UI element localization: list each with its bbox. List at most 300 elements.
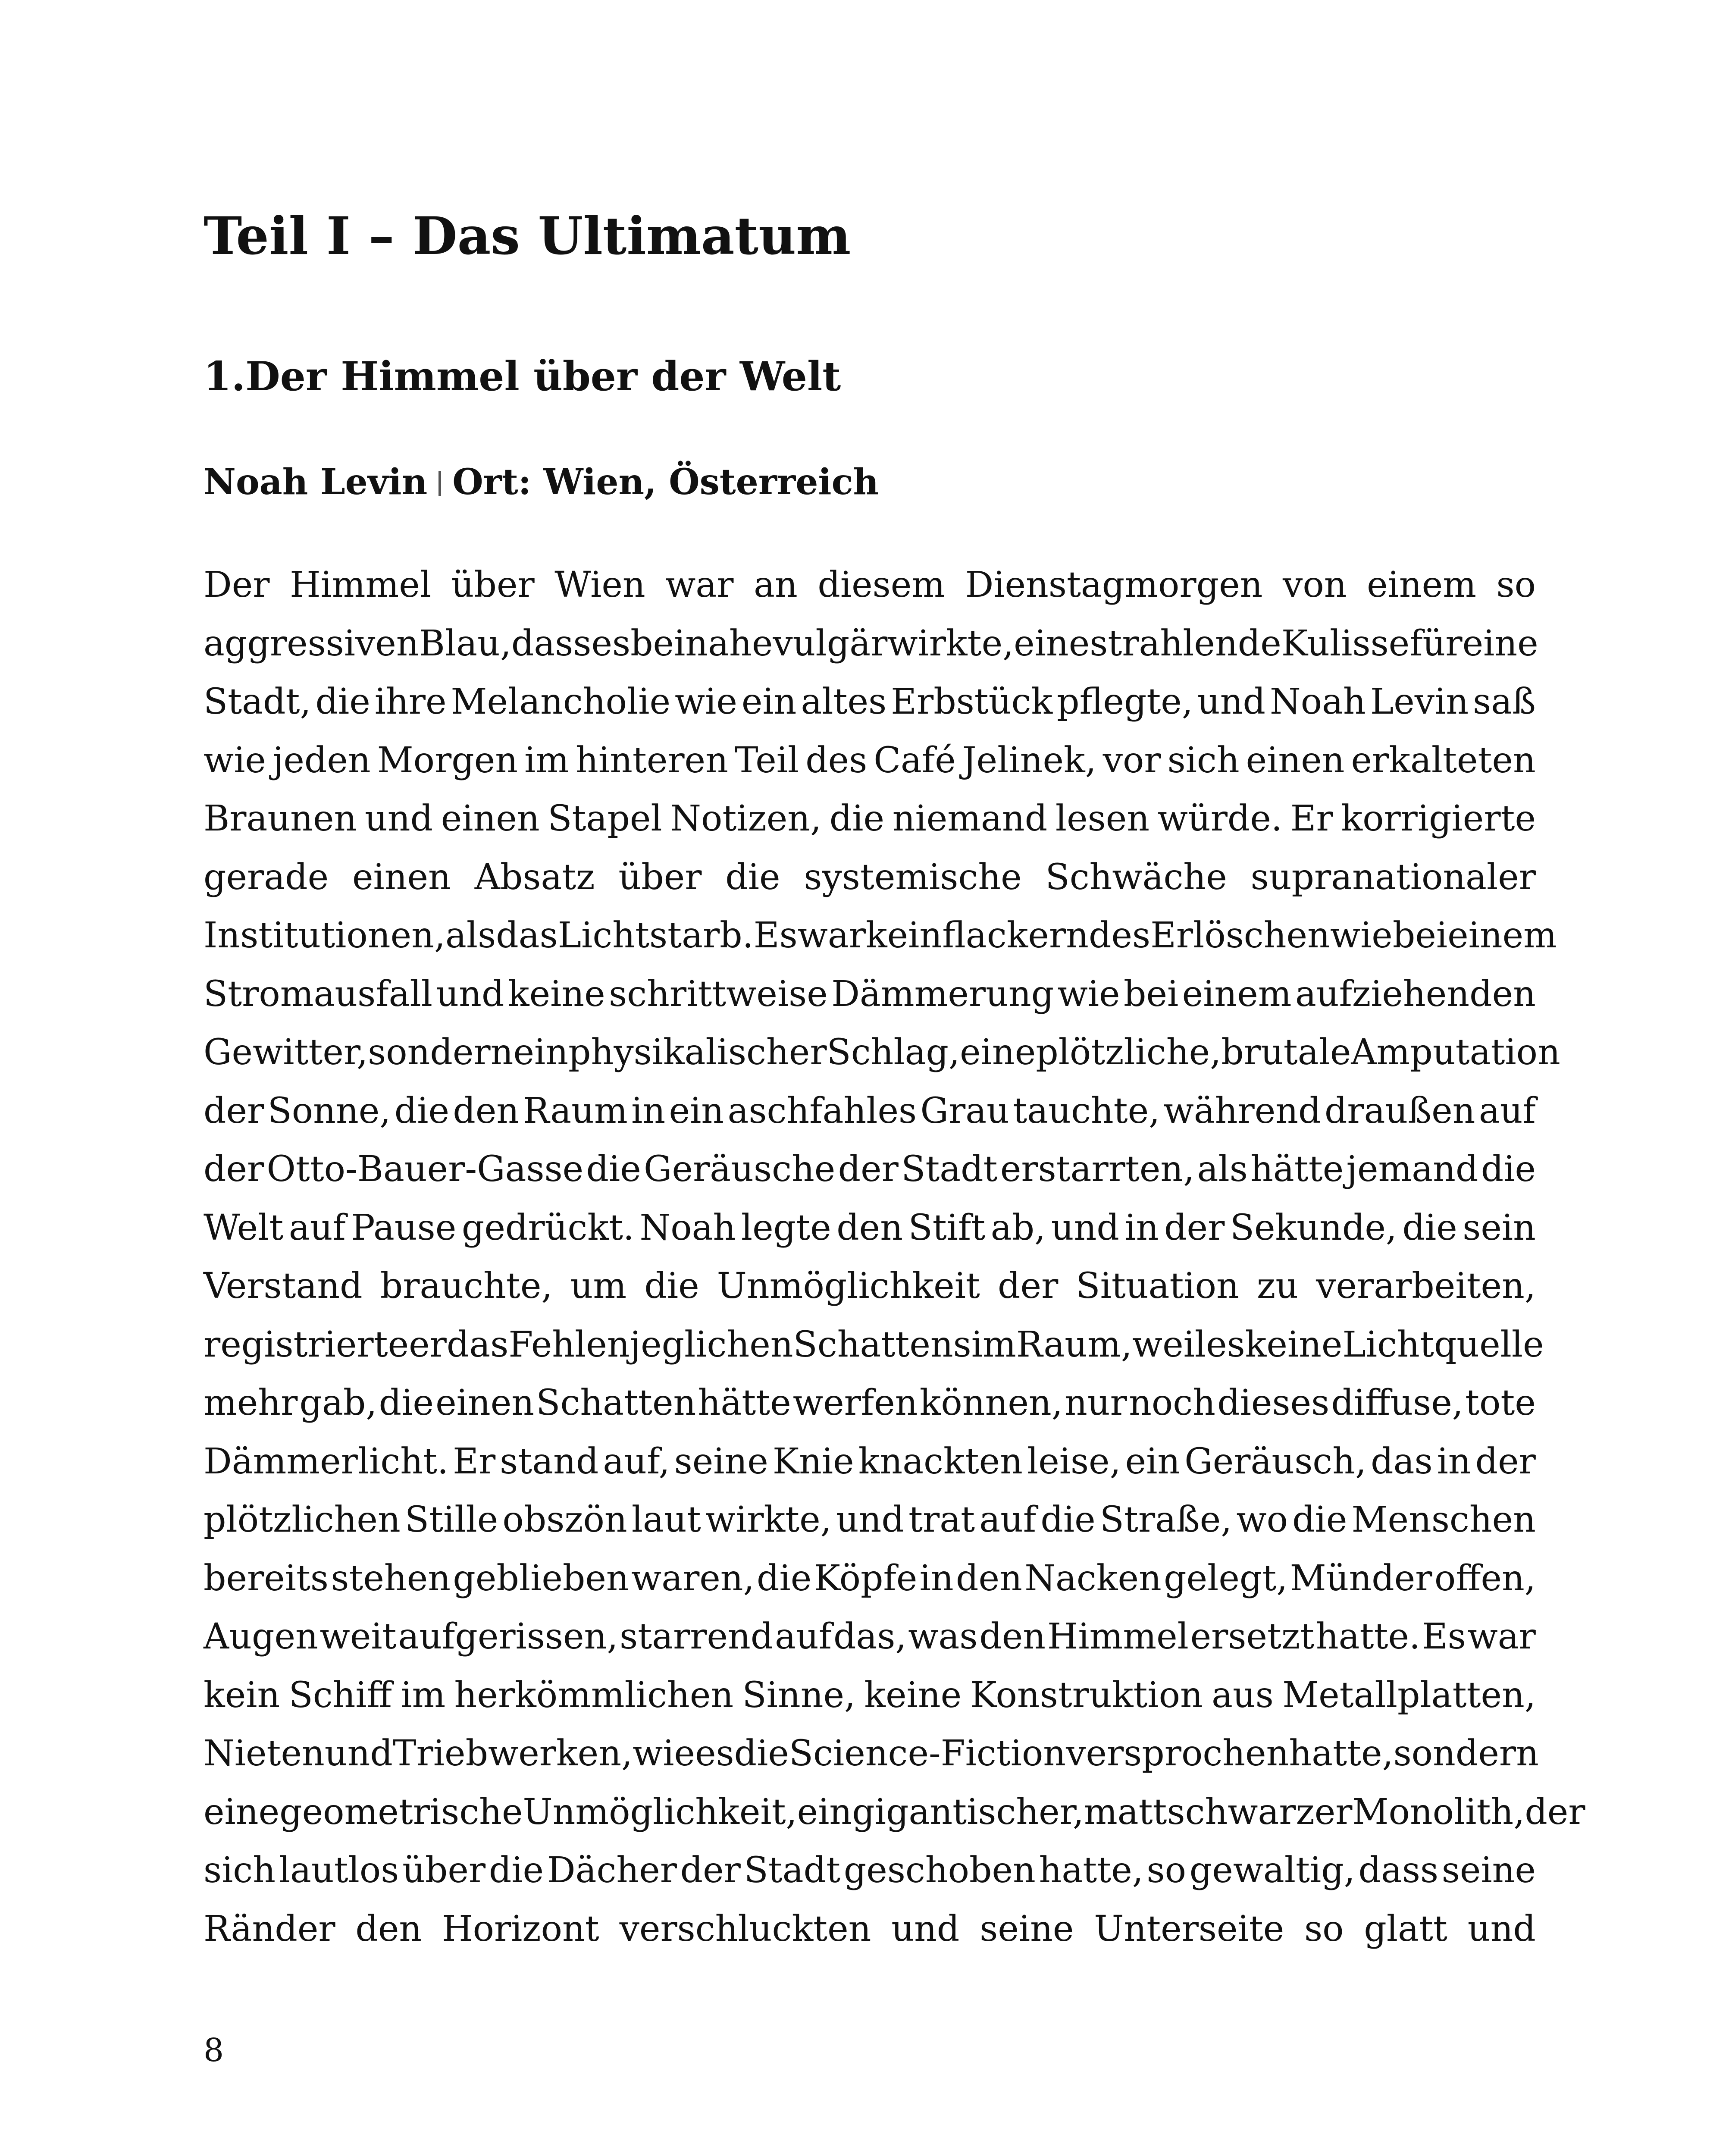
word: der [1475,1441,1536,1482]
word: die [315,681,370,722]
word: Es [753,915,798,956]
word: die [586,1149,641,1190]
word: nur [1065,1382,1127,1423]
text-line [204,906,1557,965]
pov-location: Ort: Wien, Österreich [452,461,879,503]
word: die [734,1733,789,1774]
word: das [446,1324,509,1365]
word: korrigierte [1341,798,1536,839]
word: ein [513,1032,569,1073]
word: wie [1330,915,1393,956]
word: Stift [908,1207,986,1248]
word: einem [1182,973,1292,1015]
word: eine [1014,623,1090,664]
word: bereits [204,1557,329,1599]
word: Absatz [474,856,595,898]
word: einen [435,1382,535,1423]
word: erstarrten, [1000,1149,1195,1190]
body-paragraph [204,556,1585,1958]
word: gewaltig, [1189,1850,1355,1891]
word: bei [1392,915,1448,956]
text-line [204,1549,1536,1608]
word: wie [633,1733,695,1774]
text-line [204,790,1536,848]
text-line [204,1082,1536,1141]
word: die [1402,1207,1457,1248]
word: und [1197,681,1266,722]
word: Dienstagmorgen [965,564,1263,605]
word: war [1467,1616,1536,1657]
word: geometrische [279,1791,523,1833]
word: über [618,856,702,898]
text-line [204,556,1536,614]
word: leise, [1027,1441,1121,1482]
word: sondern [1393,1733,1539,1774]
word: in [631,1090,666,1131]
word: waren, [631,1557,755,1599]
word: obszön [502,1499,627,1540]
word: Sekunde, [1230,1207,1397,1248]
word: plötzlichen [204,1499,401,1540]
text-line [204,965,1536,1024]
word: beinahe [630,623,773,664]
word: Stadt, [204,681,311,722]
word: Geräusch, [1184,1441,1367,1482]
word: Verstand [204,1266,363,1307]
word: für [1409,623,1463,664]
word: Otto-Bauer-Gasse [266,1149,584,1190]
word: mehr [204,1382,298,1423]
word: Er [453,1441,496,1482]
word: altes [801,681,887,722]
word: ein [741,681,797,722]
word: Kulisse [1281,623,1410,664]
word: systemische [804,856,1022,898]
word: jemand [1346,1149,1478,1190]
word: Dächer [547,1850,677,1891]
word: Raum [523,1090,628,1131]
word: Stadt [901,1149,998,1190]
word: es [695,1733,734,1774]
text-line [204,1666,1536,1725]
page-number: 8 [204,2032,224,2069]
word: die [829,798,885,839]
word: jeglichen [630,1324,793,1365]
word: war [665,564,734,605]
word: Morgen [377,740,518,781]
text-line [204,1783,1585,1842]
word: Café [874,740,956,781]
word: Knie [772,1441,854,1482]
word: einen [441,798,540,839]
text-line [204,1316,1544,1374]
word: aus [1212,1674,1274,1716]
word: Lichtquelle [1342,1324,1544,1365]
word: weil [1132,1324,1206,1365]
word: Stromausfall [204,973,432,1015]
word: an [754,564,798,605]
word: Notizen, [670,798,822,839]
word: mattschwarzer [1084,1791,1353,1833]
word: Braunen [204,798,357,839]
chapter-title: 1.Der Himmel über der Welt [204,353,841,400]
word: vor [1102,740,1161,781]
word: in [1437,1441,1471,1482]
word: im [971,1324,1016,1365]
word: hätte [698,1382,791,1423]
word: Sonne, [267,1090,391,1131]
word: das [1371,1441,1433,1482]
word: ein [669,1090,724,1131]
word: was [908,1616,978,1657]
word: den [355,1908,422,1949]
word: seine [1441,1850,1536,1891]
word: erkalteten [1351,740,1536,781]
word: Teil [734,740,799,781]
text-line [204,1023,1560,1082]
text-line [204,731,1536,790]
part-title: Teil I – Das Ultimatum [204,206,851,266]
word: Er [1290,798,1333,839]
word: Unmöglichkeit, [523,1791,797,1833]
word: Erlöschen [1150,915,1330,956]
word: niemand [892,798,1048,839]
word: und [1467,1908,1536,1949]
word: diesem [817,564,945,605]
word: gigantischer, [852,1791,1084,1833]
word: so [1496,564,1536,605]
word: einen [352,856,451,898]
word: Wien [554,564,645,605]
word: versprochen [1066,1733,1289,1774]
word: Konstruktion [970,1674,1203,1716]
word: die [1481,1149,1536,1190]
word: sondern [368,1032,514,1073]
word: starrend [620,1616,774,1657]
word: tauchte, [1013,1090,1160,1131]
word: als [1197,1149,1248,1190]
word: Fehlen [508,1324,630,1365]
word: die [725,856,780,898]
word: supranationaler [1250,856,1536,898]
word: gerade [204,856,329,898]
word: jeden [272,740,371,781]
word: dass [511,623,592,664]
word: Amputation [1351,1032,1560,1073]
word: die [1040,1499,1096,1540]
word: den [836,1207,903,1248]
word: wie [674,681,737,722]
word: den [979,1616,1046,1657]
word: die [379,1382,434,1423]
word: offen, [1434,1557,1536,1599]
word: Situation [1076,1266,1239,1307]
word: Der [204,564,270,605]
word: Menschen [1351,1499,1536,1540]
word: das [496,915,558,956]
word: im [401,1674,446,1716]
word: und [436,973,504,1015]
word: im [524,740,570,781]
word: einem [1367,564,1476,605]
word: hatte, [1289,1733,1394,1774]
word: der [1164,1207,1225,1248]
word: Schwäche [1045,856,1227,898]
word: eine [204,1791,280,1833]
word: Noah [639,1207,736,1248]
word: starb. [649,915,754,956]
word: Nacken [1024,1557,1162,1599]
word: eine [1462,623,1538,664]
word: Münder [1290,1557,1432,1599]
word: brutale [1221,1032,1351,1073]
word: auf [979,1499,1037,1540]
text-line [204,848,1536,907]
word: Metallplatten, [1282,1674,1536,1716]
word: Monolith, [1352,1791,1525,1833]
word: über [451,564,535,605]
word: Welt [204,1207,284,1248]
word: einem [1447,915,1557,956]
word: bei [1124,973,1179,1015]
text-line [204,1608,1536,1666]
word: keine [1245,1324,1343,1365]
text-line [204,1491,1536,1549]
word: wo [1236,1499,1288,1540]
word: der [1525,1791,1585,1833]
word: über [402,1850,486,1891]
word: den [956,1557,1022,1599]
word: hinteren [576,740,728,781]
pov-separator [438,471,441,496]
word: Schatten [536,1382,696,1423]
word: die [644,1266,699,1307]
word: die [1292,1499,1347,1540]
word: Dämmerung [831,973,1054,1015]
word: Nieten [204,1733,325,1774]
word: registrierte [204,1324,409,1365]
word: die [489,1850,544,1891]
word: pflegte, [1057,681,1193,722]
word: hätte [1250,1149,1344,1190]
word: der [838,1149,899,1190]
word: einen [1246,740,1345,781]
word: seine [980,1908,1074,1949]
word: Raum, [1016,1324,1132,1365]
word: trat [908,1499,975,1540]
word: wirkte, [887,623,1014,664]
word: Dämmerlicht. [204,1441,449,1482]
word: die [394,1090,450,1131]
text-line [204,1432,1536,1491]
word: Geräusche [644,1149,836,1190]
word: während [1163,1090,1321,1131]
word: um [570,1266,627,1307]
word: als [445,915,496,956]
word: plötzliche, [1036,1032,1221,1073]
text-line [204,1374,1536,1432]
word: in [919,1557,954,1599]
word: gedrückt. [461,1207,634,1248]
word: Science-Fiction [789,1733,1066,1774]
word: und [836,1499,904,1540]
pov-name: Noah Levin [204,461,428,503]
word: hatte. [1315,1616,1421,1657]
word: lesen [1055,798,1150,839]
text-line [204,1724,1539,1783]
word: keine [864,1674,962,1716]
word: auf [775,1616,832,1657]
text-line [204,1257,1536,1316]
word: physikalischer [568,1032,827,1073]
word: Stadt [744,1850,841,1891]
text-line [204,614,1536,673]
word: seine [674,1441,768,1482]
word: Blau, [419,623,511,664]
word: hatte, [1039,1850,1143,1891]
word: und [891,1908,960,1949]
word: Straße, [1099,1499,1232,1540]
word: ihre [374,681,447,722]
word: Stapel [548,798,662,839]
word: weit [319,1616,397,1657]
word: eine [960,1032,1036,1073]
word: werfen [792,1382,918,1423]
word: sich [204,1850,276,1891]
word: es [1206,1324,1245,1365]
word: Stille [404,1499,498,1540]
word: wirkte, [705,1499,832,1540]
word: glatt [1364,1908,1447,1949]
word: zu [1257,1266,1299,1307]
word: draußen [1324,1090,1475,1131]
word: so [1304,1908,1344,1949]
word: aschfahles [727,1090,917,1131]
word: ersetzt [1190,1616,1315,1657]
word: der [998,1266,1059,1307]
word: ab, [990,1207,1046,1248]
word: aufgerissen, [398,1616,618,1657]
word: geblieben [453,1557,629,1599]
word: strahlende [1090,623,1281,664]
word: Himmel [290,564,432,605]
word: Grau [920,1090,1009,1131]
word: Köpfe [814,1557,918,1599]
word: auf [288,1207,346,1248]
word: er [409,1324,447,1365]
word: auf [1478,1090,1536,1131]
word: diffuse, [1331,1382,1463,1423]
word: vulgär [773,623,888,664]
word: geschoben [843,1850,1036,1891]
word: können, [919,1382,1063,1423]
word: Horizont [442,1908,599,1949]
word: legte [741,1207,831,1248]
word: laut [631,1499,701,1540]
word: in [1124,1207,1159,1248]
word: noch [1129,1382,1215,1423]
word: ein [1125,1441,1181,1482]
word: sein [1463,1207,1536,1248]
word: saß [1473,681,1536,722]
text-line [204,1140,1536,1199]
word: Sinne, [742,1674,856,1716]
word: Unterseite [1094,1908,1284,1949]
word: stehen [331,1557,451,1599]
word: die [757,1557,812,1599]
text-line [204,673,1536,731]
word: herkömmlichen [454,1674,734,1716]
word: gab, [299,1382,377,1423]
word: Institutionen, [204,915,445,956]
word: brauchte, [380,1266,553,1307]
word: der [204,1149,264,1190]
word: Unmöglichkeit [717,1266,980,1307]
text-line [204,1841,1536,1900]
word: Ränder [204,1908,335,1949]
word: der [680,1850,741,1891]
word: Noah [1270,681,1366,722]
word: den [453,1090,520,1131]
word: Himmel [1047,1616,1189,1657]
word: Es [1422,1616,1466,1657]
word: verschluckten [619,1908,871,1949]
word: gelegt, [1164,1557,1288,1599]
word: Schattens [793,1324,971,1365]
word: keine [507,973,605,1015]
word: dieses [1217,1382,1330,1423]
word: wie [204,740,266,781]
text-line [204,1199,1536,1257]
word: und [324,1733,393,1774]
word: ein [797,1791,852,1833]
text-line [204,1900,1536,1959]
word: knackten [858,1441,1023,1482]
word: stand [500,1441,599,1482]
word: Levin [1370,681,1469,722]
word: sich [1167,740,1240,781]
word: und [1051,1207,1119,1248]
word: Melancholie [451,681,670,722]
word: lautlos [279,1850,399,1891]
word: von [1283,564,1347,605]
word: und [364,798,433,839]
word: flackerndes [942,915,1151,956]
word: es [591,623,631,664]
word: tote [1465,1382,1536,1423]
word: Schiff [288,1674,392,1716]
word: des [805,740,868,781]
word: Triebwerken, [392,1733,633,1774]
pov-line [204,456,879,508]
word: war [797,915,866,956]
word: aufziehenden [1295,973,1536,1015]
word: schrittweise [609,973,828,1015]
word: auf, [603,1441,670,1482]
word: dass [1358,1850,1439,1891]
word: würde. [1157,798,1283,839]
word: Augen [204,1616,318,1657]
word: Gewitter, [204,1032,368,1073]
word: Schlag, [827,1032,960,1073]
word: verarbeiten, [1316,1266,1536,1307]
word: der [204,1090,264,1131]
word: kein [865,915,943,956]
word: Jelinek, [962,740,1096,781]
word: das, [833,1616,907,1657]
word: Licht [557,915,650,956]
word: Erbstück [891,681,1053,722]
